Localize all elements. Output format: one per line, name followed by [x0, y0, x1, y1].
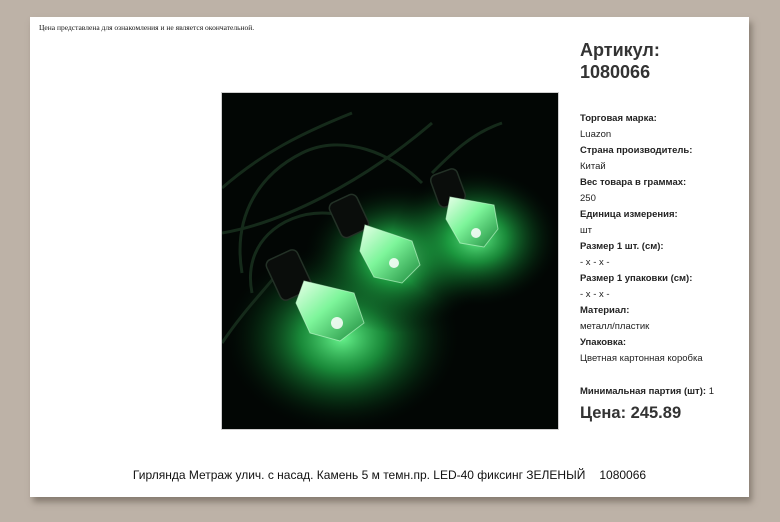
min-batch: [580, 384, 745, 400]
spec-label: Упаковка:: [580, 337, 627, 348]
spec-value: шт: [580, 225, 592, 236]
article-value: 1080066: [580, 62, 651, 82]
price: Цена: 245.89: [580, 404, 682, 422]
spec-value: Китай: [580, 161, 606, 172]
spec-value: Luazon: [580, 129, 612, 140]
price-disclaimer: Цена представлена для ознакомления и не является окончательной.: [39, 23, 255, 32]
article-label: Артикул:: [580, 40, 660, 60]
spec-value: - x - x -: [580, 289, 610, 300]
product-info: [580, 39, 745, 424]
min-batch-label: Минимальная партия (шт):: [580, 386, 707, 397]
product-code: 1080066: [599, 468, 647, 482]
garland-image: [222, 93, 558, 429]
spec-label: Материал:: [580, 305, 630, 316]
spec-list: [580, 111, 745, 367]
spec-label: Страна производитель:: [580, 145, 693, 156]
product-photo: [221, 92, 559, 430]
spec-label: Вес товара в граммах:: [580, 177, 687, 188]
product-title: Гирлянда Метраж улич. с насад. Камень 5 м темн.пр. LED-40 фиксинг ЗЕЛЕНЫЙ: [132, 468, 586, 482]
product-sheet: [30, 17, 749, 497]
spec-value: металл/пластик: [580, 321, 650, 332]
spec-value: Цветная картонная коробка: [580, 353, 703, 364]
spec-label: Торговая марка:: [580, 113, 657, 124]
product-title-line: [30, 468, 749, 482]
spec-value: - x - x -: [580, 257, 610, 268]
min-batch-value: 1: [708, 386, 714, 397]
spec-label: Единица измерения:: [580, 209, 678, 220]
spec-label: Размер 1 упаковки (см):: [580, 273, 693, 284]
spec-label: Размер 1 шт. (см):: [580, 241, 664, 252]
spec-value: 250: [580, 193, 596, 204]
